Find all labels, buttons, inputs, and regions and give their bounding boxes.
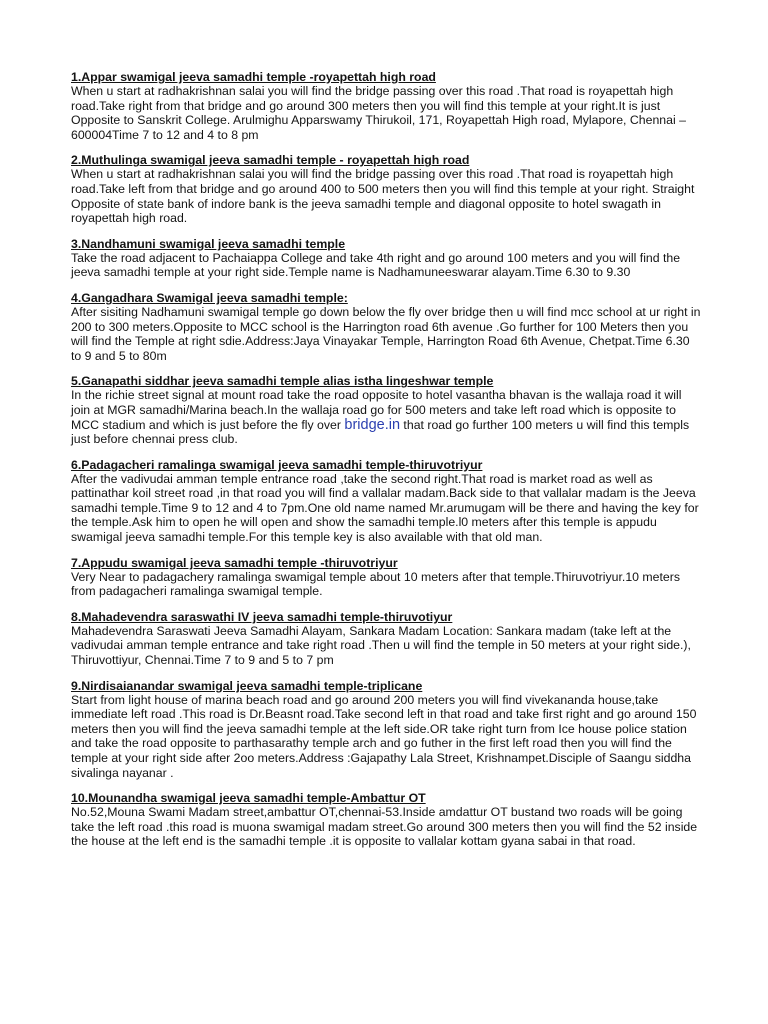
entry-body: Mahadevendra Saraswati Jeeva Samadhi Alayam, Sankara Madam Location: Sankara madam (take left at the vadivudai amman temple entrance and take right road .Then u will find the temple in 50 meters at your right side.), Thiruvottiyur, Chennai.Time 7 to 9 and 5 to 7 pm — [71, 623, 691, 668]
entry-10 — [71, 791, 701, 849]
bridge-link[interactable]: bridge.in — [344, 416, 401, 433]
entry-body — [71, 388, 701, 446]
entry-body-text: In the richie street signal at mount road take the road opposite to hotel vasantha bhavan is the wallaja road it will join at MGR samadhi/Marina beach.In the wallaja road go for 500 meters and take left road which is opposite to MCC stadium and which is just before the fly over — [71, 388, 682, 432]
entry-8 — [71, 610, 701, 668]
entry-body: When u start at radhakrishnan salai you will find the bridge passing over this road .That road is royapettah high road.Take right from that bridge and go around 300 meters then you will find this temple at your right.It is just Opposite to Sanskrit College. Arulmighu Apparswamy Thirukoil, 171, Royapettah High road, Mylapore, Chennai – 600004Time 7 to 12 and 4 to 8 pm — [71, 84, 686, 142]
entry-3 — [71, 237, 701, 280]
entry-4 — [71, 291, 701, 363]
entry-1 — [71, 70, 701, 142]
entry-6 — [71, 458, 701, 545]
entry-2 — [71, 153, 701, 225]
entry-body-text: that road go further 100 meters u will find this templs just before chennai press club. — [71, 417, 690, 447]
entry-title: 5.Ganapathi siddhar jeeva samadhi temple alias istha lingeshwar temple — [71, 374, 494, 389]
entry-title: 7.Appudu swamigal jeeva samadhi temple -thiruvotriyur — [71, 555, 398, 570]
entry-title: 10.Mounandha swamigal jeeva samadhi temple-Ambattur OT — [71, 791, 426, 806]
document-content — [71, 70, 701, 860]
entry-7 — [71, 556, 701, 599]
entry-body: Start from light house of marina beach road and go around 200 meters you will find vivekananda house,take immediate left road .This road is Dr.Beasnt road.Take second left in that road and take first right and go around 150 meters then you will find the jeeva samadhi temple at the left side.OR take right turn from Ice house police station and take the road opposite to parthasarathy temple arch and go futher in the first left road then you will find the temple at your right side after 2oo meters.Address :Gajapathy Lala Street, Krishnampet.Disciple of Saangu siddha sivalinga nayanar . — [71, 692, 697, 780]
entry-title: 8.Mahadevendra saraswathi IV jeeva samadhi temple-thiruvotiyur — [71, 609, 453, 624]
entry-9 — [71, 679, 701, 781]
entry-title: 3.Nandhamuni swamigal jeeva samadhi temple — [71, 236, 346, 251]
entry-body: Take the road adjacent to Pachaiappa College and take 4th right and go around 100 meters and you will find the jeeva samadhi temple at your right side.Temple name is Nadhamuneeswarar alayam.Time 6.30 to 9.30 — [71, 250, 681, 280]
entry-body: When u start at radhakrishnan salai you will find the bridge passing over this road .That road is royapettah high road.Take left from that bridge and go around 400 to 500 meters then you will find this temple at your right. Straight Opposite of state bank of indore bank is the jeeva samadhi temple and diagonal opposite to hotel swagath in royapettah high road. — [71, 167, 695, 226]
entry-body: After the vadivudai amman temple entrance road ,take the second right.That road is market road as well as pattinathar koil street road ,in that road you will find a vallalar madam.Back side to that vallalar madam is the Jeeva samadhi temple.Time 9 to 12 and 4 to 7pm.One old name named Mr.arumugam will be there and having the key for the temple.Ask him to open he will open and show the samadhi temple.l0 meters after this temple is appudu swamigal jeeva samadhi temple.For this temple key is also available with that old man. — [71, 471, 699, 545]
entry-body: After sisiting Nadhamuni swamigal temple go down below the fly over bridge then u will find mcc school at ur right in 200 to 300 meters.Opposite to MCC school is the Harrington road 6th avenue .Go further for 100 Meters then you will find the Temple at right sdie.Address:Jaya Vinayakar Temple, Harrington Road 6th Avenue, Chetpat.Time 6.30 to 9 and 5 to 80m — [71, 304, 701, 363]
entry-title: 9.Nirdisaianandar swamigal jeeva samadhi temple-triplicane — [71, 678, 423, 693]
entry-title: 6.Padagacheri ramalinga swamigal jeeva samadhi temple-thiruvotriyur — [71, 457, 483, 472]
entry-title: 4.Gangadhara Swamigal jeeva samadhi temple: — [71, 290, 348, 305]
entry-title: 1.Appar swamigal jeeva samadhi temple -royapettah high road — [71, 70, 436, 84]
entry-5 — [71, 374, 701, 446]
entry-title: 2.Muthulinga swamigal jeeva samadhi temple - royapettah high road — [71, 153, 470, 168]
entry-body: No.52,Mouna Swami Madam street,ambattur OT,chennai-53.Inside amdattur OT bustand two roads will be going take the left road .this road is muona swamigal madam street.Go around 300 meters then you will find the 52 inside the house at the left end is the samadhi temple .it is opposite to vallalar kottam gyana sabai in that road. — [71, 805, 698, 849]
entry-body: Very Near to padagachery ramalinga swamigal temple about 10 meters after that temple.Thiruvotriyur.10 meters from padagacheri ramalinga swamigal temple. — [71, 569, 680, 599]
